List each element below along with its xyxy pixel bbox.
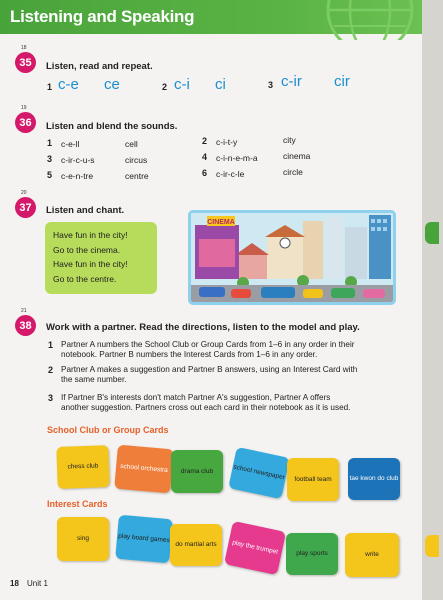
item-number: 2: [162, 82, 168, 92]
city-illustration: [188, 210, 396, 305]
club-card: school orchestra: [114, 445, 174, 494]
row-number: 2: [202, 136, 208, 146]
step-text: Partner A makes a suggestion and Partner B answers, using an Interest Card with: [61, 365, 358, 374]
interest-cards-title: Interest Cards: [47, 499, 108, 509]
step-text: Partner A numbers the School Club or Group Cards from 1–6 in any order in their: [61, 340, 355, 349]
row-number: 1: [47, 138, 53, 148]
phonics-word: cir: [334, 73, 350, 90]
interest-card: sing: [57, 517, 109, 561]
exercise-badge: 35: [15, 52, 36, 73]
club-cards-title: School Club or Group Cards: [47, 425, 169, 435]
globe-icon: [310, 0, 420, 40]
phonics-word: ce: [104, 76, 120, 93]
exercise-badge: 38: [15, 315, 36, 336]
instruction: Listen and chant.: [46, 205, 125, 216]
instruction: Listen and blend the sounds.: [46, 121, 178, 132]
blend-word: cinema: [283, 151, 311, 161]
exercise-badge: 36: [15, 112, 36, 133]
track-number: 20: [21, 190, 27, 196]
blend-parts: c-ir-c-u-s: [61, 155, 95, 165]
step-number: 1: [48, 340, 54, 350]
unit-label: Unit 1: [27, 579, 48, 588]
step-text: the same number.: [61, 375, 127, 384]
chant-line: Have fun in the city!: [53, 259, 128, 269]
step-number: 3: [48, 393, 54, 403]
step-number: 2: [48, 365, 54, 375]
track-number: 19: [21, 105, 27, 111]
blend-parts: c-e-ll: [61, 139, 80, 149]
row-number: 4: [202, 152, 208, 162]
club-card: tae kwon do club: [348, 458, 400, 500]
interest-card: play board games: [115, 515, 173, 564]
phonics-pattern: c-ir: [281, 73, 302, 90]
blend-parts: c-ir-c-le: [216, 169, 245, 179]
next-page-edge: [422, 0, 443, 600]
exercise-badge: 37: [15, 197, 36, 218]
step-text: notebook. Partner B numbers the Interest Cards from 1–6 in any order.: [61, 350, 318, 359]
header-banner: [0, 0, 422, 34]
item-number: 3: [268, 80, 274, 90]
phonics-pattern: c-e: [58, 76, 79, 93]
interest-card: play the trumpet: [224, 521, 286, 575]
step-text: another suggestion. Partners cross out each card in their notebook as it is used.: [61, 403, 351, 412]
step-text: If Partner B's interests don't match Partner A's suggestion, Partner A offers: [61, 393, 331, 402]
blend-word: centre: [125, 171, 149, 181]
club-card: school newspaper: [228, 447, 290, 499]
page-number: 18: [10, 579, 19, 588]
chant-line: Go to the cinema.: [53, 244, 121, 255]
instruction: Work with a partner. Read the directions, listen to the model and play.: [46, 322, 360, 333]
track-number: 21: [21, 308, 27, 314]
interest-card: write: [345, 533, 399, 577]
phonics-pattern: c-i: [174, 76, 190, 93]
item-number: 1: [47, 82, 53, 92]
row-number: 3: [47, 154, 53, 164]
blend-parts: c-e-n-tre: [61, 171, 94, 181]
edge-tab: [425, 222, 439, 244]
instruction: Listen, read and repeat.: [46, 61, 153, 72]
blend-word: circus: [125, 155, 148, 165]
chant-line: Go to the centre.: [53, 273, 117, 284]
blend-parts: c-i-n-e-m-a: [216, 153, 258, 163]
row-number: 6: [202, 168, 208, 178]
chant-line: Have fun in the city!: [53, 230, 128, 240]
page-title: Listening and Speaking: [10, 7, 195, 26]
row-number: 5: [47, 170, 53, 180]
club-card: football team: [287, 458, 339, 501]
blend-word: cell: [125, 139, 138, 149]
blend-parts: c-i-t-y: [216, 137, 238, 147]
club-card: drama club: [171, 450, 223, 493]
cinema-sign: CINEMA: [207, 219, 235, 226]
interest-card: play sports: [286, 533, 338, 575]
interest-card: do martial arts: [170, 524, 222, 566]
track-number: 18: [21, 45, 27, 51]
phonics-word: ci: [215, 76, 226, 93]
edge-tab: [425, 535, 439, 557]
club-card: chess club: [56, 445, 109, 489]
chant-box: [45, 222, 157, 294]
blend-word: city: [283, 135, 296, 145]
blend-word: circle: [283, 167, 303, 177]
